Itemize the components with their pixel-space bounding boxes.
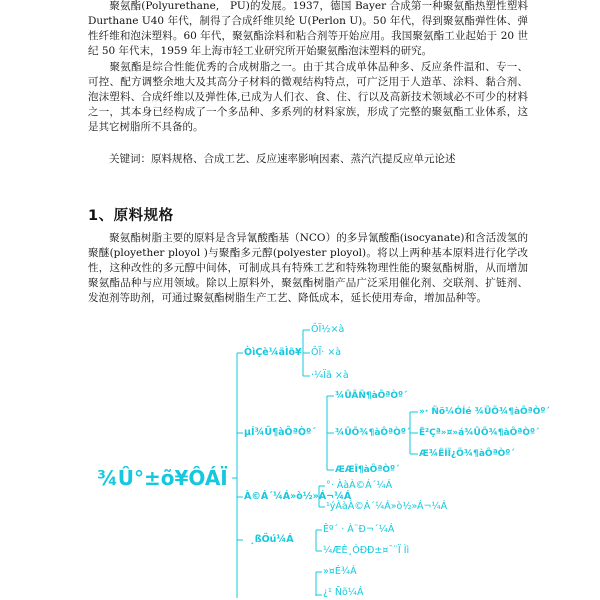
node-polyester-sub-1: »· Ñõ¼ÓÍé ¾ÛÕ¾¶àÔªÒº´ (419, 407, 550, 417)
node-isocyanate-sub-1: ÔÏ½×à (311, 324, 345, 335)
node-auxiliaries-sub-2: ¼ÆÈ¸ÓÐÐ±¤¯¨Ï Ìì (323, 545, 410, 556)
node-isocyanate: ÒìÇè¼äÌõ¥ (244, 347, 302, 358)
node-additive-sub-2: ¿¹ Ñõ¼Á (323, 587, 364, 598)
node-auxiliaries: ¸ßÖú¼Á (250, 534, 294, 545)
mindmap-root-node: ¾Û°±õ¥ÔÁÏ (97, 466, 228, 490)
node-isocyanate-sub-3: ·¼Ïã ×à (311, 370, 349, 381)
node-auxiliaries-sub-1: Êº´ · À¨Ð¬´¼Á (323, 524, 395, 535)
intro-paragraph-history: 聚氨酯(Polyurethane, PU)的发展。1937，德国 Bayer 合成第一种聚氨酯热塑性塑料 Durthane U40 年代，制得了合成纤维贝纶 U(Perlon U)。50 年代，得到聚氨酯弹性体、弹性纤维和泡沫塑料。60 年代，聚氨酯涂料和粘合剂等开始应用。我国聚氨酯工业起始于 20 世纪 50 年代末，1959 年上海市轻工业研究所开始聚氨酯泡沫塑料的研究。 (88, 0, 528, 57)
section-heading-raw-materials: 1、原料规格 (88, 208, 174, 224)
node-polyester-sub-3: Æ¾ÊÍÎ¿Õ¾¶àÔªÒº´ (419, 449, 515, 459)
node-isocyanate-sub-2: ÔÏ· ×à (311, 347, 342, 358)
raw-materials-paragraph: 聚氨酯树脂主要的原料是含异氰酸酯基（NCO）的多异氰酸酯(isocyanate)和含活泼氢的聚醚(ployether ployol )与聚酯多元醇(polyester ployol)。将以上两种基本原料进行化学改性，这种改性的多元醇中间体，可制成具有特殊工艺和特殊物理性能的聚氨酯树脂，从而增加聚氨酯品种与应用领域。除以上原料外，聚氨酯树脂产品广泛采用催化剂、交联剂、扩链剂、发泡剂等助剂，可通过聚氨酯树脂生产工艺、降低成本，延长使用寿命，增加品种等。 (88, 232, 528, 304)
node-chain-extender: À©Á´¼Á»ò½»Á¬¼Á (244, 491, 352, 502)
node-other-polyol: ÆÆÎ¶àÔªÒº´ (335, 465, 400, 475)
node-additive-sub-1: »¤É¾Á (323, 566, 357, 577)
keywords-line: 关键词：原料规格、合成工艺、反应速率影响因素、蒸汽汽提反应单元论述 (88, 153, 456, 165)
node-polyester-polyol: ¾ÛÕ¾¶àÔªÒº´ (335, 428, 411, 438)
node-chain-extender-sub-2: ¹ýÀàÀ©Á´¼Á»ò½»Á¬¼Á (326, 501, 448, 512)
node-chain-extender-sub-1: °· ÀàÀ©Á´¼Á (326, 480, 393, 491)
node-oligomer-polyol: µÍ¾Û¶àÔªÒº´ (244, 427, 317, 438)
node-polyether-polyol: ¾ÛÃÑ¶àÔªÒº´ (335, 391, 408, 401)
intro-paragraph-overview: 聚氨酯是综合性能优秀的合成树脂之一。由于其合成单体品种多、反应条件温和、专一、可控、配方调整余地大及其高分子材料的微观结构特点，可广泛用于人造革、涂料、黏合剂、泡沫塑料、合成纤维以及弹性体,已成为人们衣、食、住、行以及高新技术领域必不可少的材料之一，其本身已经构成了一个多品种、多系列的材料家族，形成了完整的聚氨酯工业体系，这是其它树脂所不具备的。 (88, 61, 528, 133)
node-polyester-sub-2: Ë²Çª»¤»á¾ÛÕ¾¶àÔªÒº´ (419, 428, 540, 438)
